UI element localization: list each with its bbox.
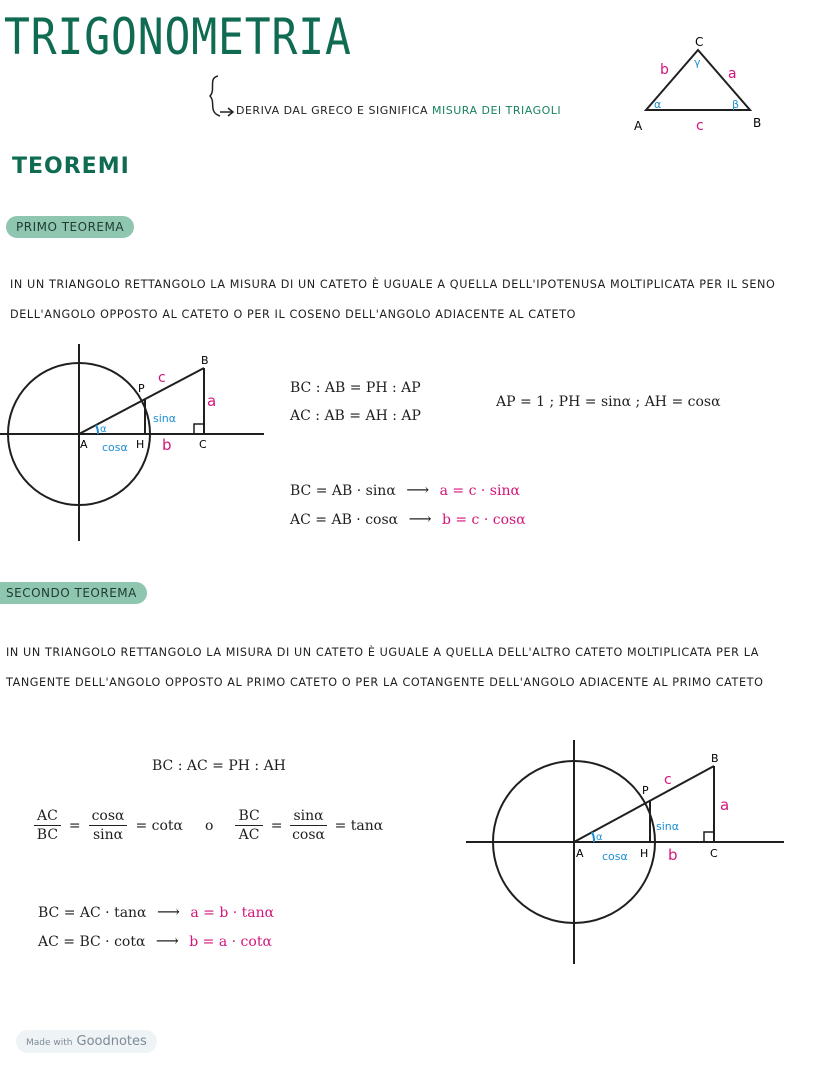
angle-beta-label: β — [732, 98, 740, 111]
side-a-label: a — [728, 66, 737, 82]
subtitle-highlight: MISURA DEI TRIAGOLI — [431, 104, 562, 117]
frac3-den: AC — [238, 827, 260, 843]
primo-definitions: AP = 1 ; PH = sinα ; AH = cosα — [496, 394, 721, 410]
unit-circle-diagram-2 — [464, 736, 788, 968]
fraction-cos-sin — [89, 808, 128, 843]
point-a-label: A — [80, 438, 88, 451]
primo-teorema-badge: PRIMO TEOREMA — [6, 216, 134, 238]
primo-eq1-left: BC = AB · sinα — [290, 483, 396, 499]
primo-line-2: DELL'ANGOLO OPPOSTO AL CATETO O PER IL COSENO DELL'ANGOLO ADIACENTE AL CATETO — [10, 308, 576, 321]
equals-sign: = — [68, 817, 81, 834]
alpha-label: α — [100, 424, 107, 435]
primo-equation-1 — [290, 480, 520, 499]
secondo-line-2: TANGENTE DELL'ANGOLO OPPOSTO AL PRIMO CATETO O PER LA COTANGENTE DELL'ANGOLO ADIACENTE AL PRIMO CATETO — [6, 676, 764, 689]
opp-label: a — [207, 392, 217, 410]
or-word: o — [205, 817, 214, 834]
frac4-den: cosα — [292, 827, 325, 843]
subtitle-prefix: DERIVA DAL GRECO E SIGNIFICA — [236, 104, 428, 117]
secondo-line-1: IN UN TRIANGOLO RETTANGOLO LA MISURA DI UN CATETO È UGUALE A QUELLA DELL'ALTRO CATETO MOLTIPLICATA PER LA — [6, 646, 760, 659]
secondo-equation-1 — [38, 902, 274, 921]
primo-line-1: IN UN TRIANGOLO RETTANGOLO LA MISURA DI UN CATETO È UGUALE A QUELLA DELL'IPOTENUSA MOLTIPLICATA PER IL SENO — [10, 278, 776, 291]
equals-sign: = — [270, 817, 283, 834]
fraction-sin-cos — [290, 808, 326, 843]
primo-eq2-left: AC = AB · cosα — [290, 512, 399, 528]
secondo-statement — [6, 638, 763, 698]
point-b-label: B — [201, 354, 209, 367]
primo-equation-2 — [290, 509, 526, 528]
tan-result: = tanα — [334, 817, 384, 834]
secondo-teorema-badge: SECONDO TEOREMA — [0, 582, 147, 604]
primo-eq2-right: b = c · cosα — [441, 512, 526, 528]
arrow-icon: ⟶ — [406, 480, 430, 499]
vertex-b-label: B — [753, 116, 762, 130]
secondo-proportion: BC : AC = PH : AH — [152, 758, 286, 774]
sin-label: sinα — [656, 820, 680, 833]
goodnotes-badge[interactable] — [16, 1030, 157, 1053]
fraction-ac-bc — [34, 808, 61, 843]
hyp-label: c — [158, 370, 166, 386]
vertex-c-label: C — [695, 35, 704, 49]
secondo-equation-2 — [38, 931, 272, 950]
frac1-num: AC — [34, 808, 61, 826]
primo-statement — [10, 270, 775, 330]
cos-label: cosα — [602, 850, 628, 863]
secondo-eq1-right: a = b · tanα — [190, 905, 275, 921]
angle-alpha-label: α — [654, 98, 662, 111]
point-c-label: C — [710, 847, 718, 860]
arrow-icon: ⟶ — [155, 931, 179, 950]
primo-eq1-right: a = c · sinα — [439, 483, 520, 499]
page-subtitle — [236, 104, 561, 117]
primo-proportion-1: BC : AB = PH : AP — [290, 380, 421, 396]
hyp-label: c — [664, 772, 672, 788]
secondo-eq2-left: AC = BC · cotα — [38, 934, 146, 950]
point-b-label: B — [711, 752, 719, 765]
frac1-den: BC — [36, 827, 59, 843]
point-h-label: H — [136, 438, 145, 451]
triangle-diagram — [628, 34, 773, 134]
vertex-a-label: A — [634, 119, 643, 133]
alpha-label: α — [596, 832, 603, 843]
point-c-label: C — [199, 438, 207, 451]
adj-label: b — [668, 846, 678, 864]
arrow-icon: ⟶ — [408, 509, 432, 528]
secondo-fraction-row — [34, 808, 383, 843]
secondo-eq1-left: BC = AC · tanα — [38, 905, 147, 921]
angle-gamma-label: γ — [694, 56, 701, 69]
section-heading: TEOREMI — [12, 154, 130, 179]
side-b-label: b — [660, 62, 669, 78]
frac2-den: sinα — [92, 827, 124, 843]
opp-label: a — [720, 796, 730, 814]
fraction-bc-ac — [235, 808, 262, 843]
sin-label: sinα — [153, 412, 177, 425]
cos-label: cosα — [102, 441, 128, 454]
page-title: TRIGONOMETRIA — [4, 8, 352, 66]
point-p-label: P — [642, 784, 649, 797]
secondo-eq2-right: b = a · cotα — [189, 934, 272, 950]
brace-arrow-icon — [200, 72, 240, 122]
frac2-num: cosα — [89, 808, 128, 826]
unit-circle-diagram-1 — [0, 340, 270, 545]
cot-result: = cotα — [135, 817, 184, 834]
frac3-num: BC — [235, 808, 262, 826]
point-p-label: P — [138, 382, 145, 395]
arrow-icon: ⟶ — [156, 902, 180, 921]
brand-name: Goodnotes — [76, 1034, 147, 1049]
made-with-text: Made with — [26, 1038, 73, 1048]
side-c-label: c — [696, 118, 704, 134]
adj-label: b — [162, 436, 172, 454]
point-h-label: H — [640, 847, 649, 860]
frac4-num: sinα — [290, 808, 326, 826]
primo-proportion-2: AC : AB = AH : AP — [290, 408, 421, 424]
point-a-label: A — [576, 847, 584, 860]
